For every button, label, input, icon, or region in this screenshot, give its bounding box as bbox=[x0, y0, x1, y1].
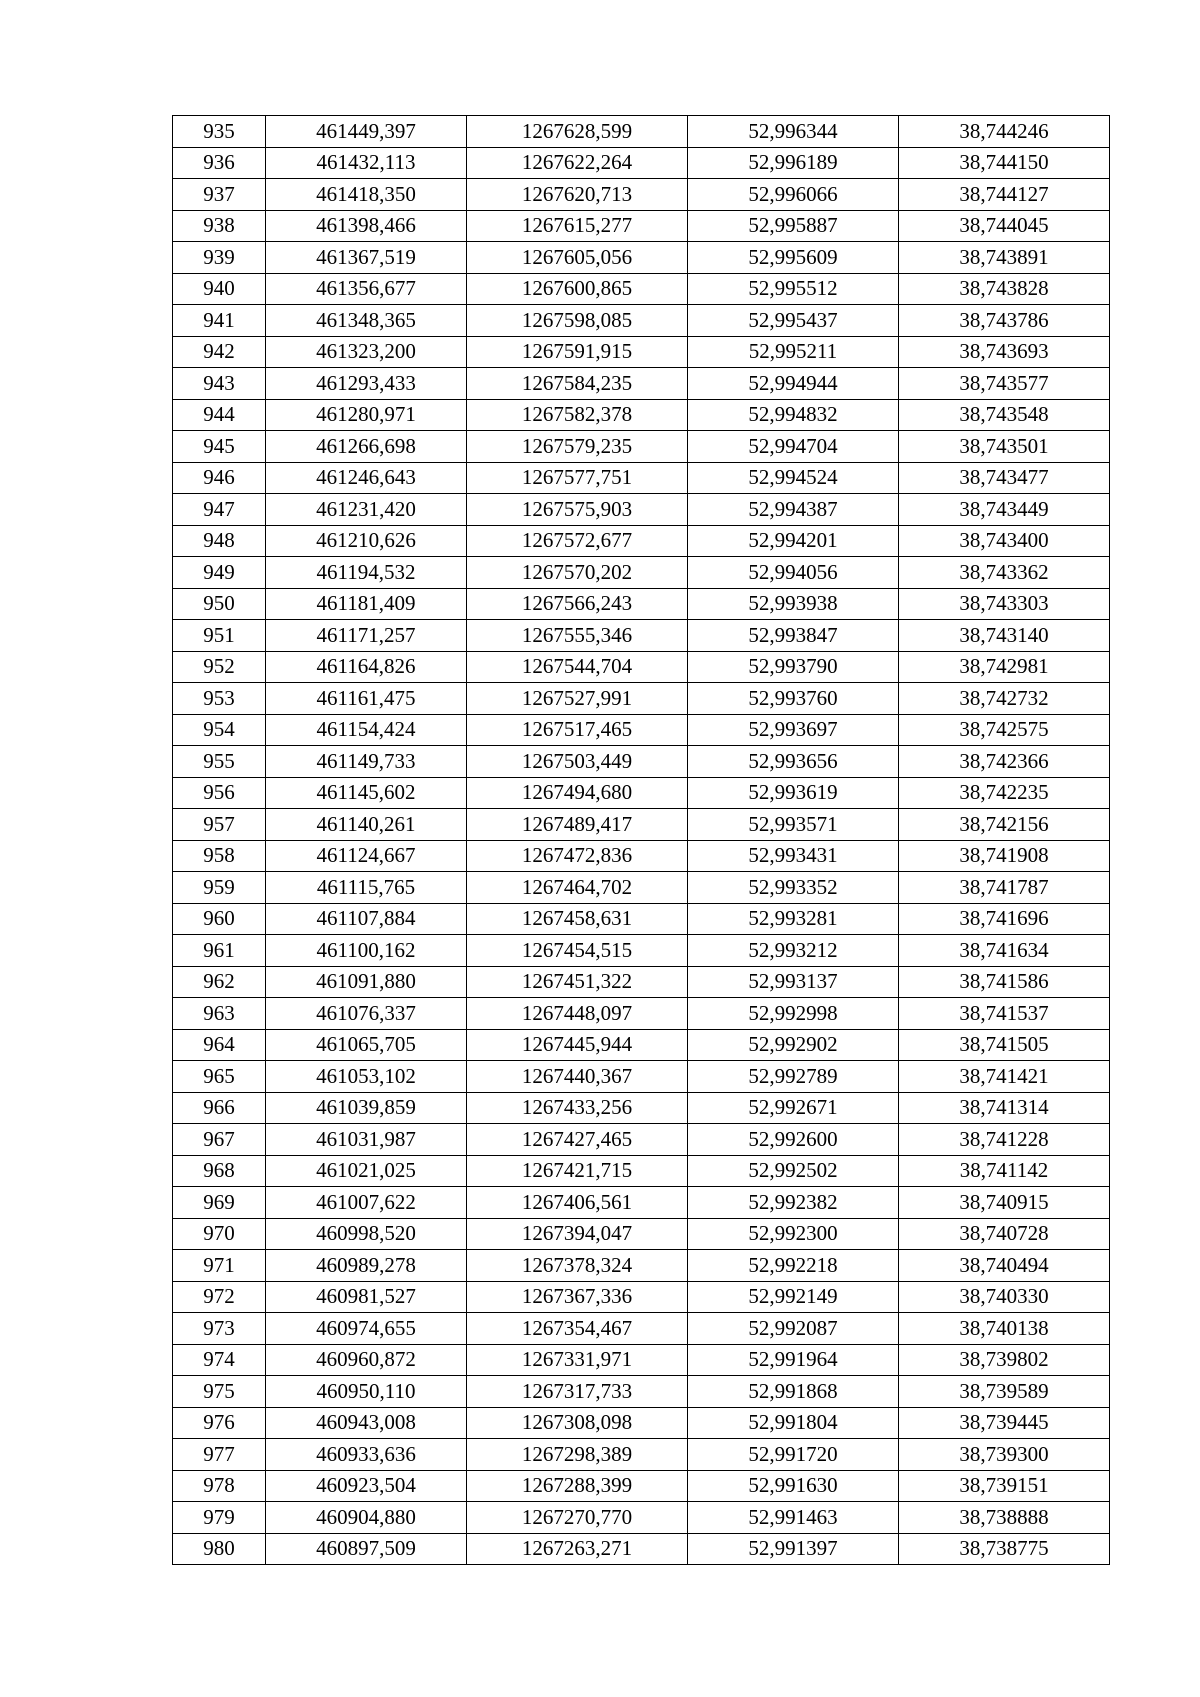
table-row bbox=[173, 714, 1110, 746]
latitude-cell: 52,993137 bbox=[688, 966, 899, 998]
point-number-cell: 953 bbox=[173, 683, 266, 715]
x-coordinate-cell: 461161,475 bbox=[266, 683, 467, 715]
longitude-cell: 38,744246 bbox=[899, 116, 1110, 148]
point-number-cell: 941 bbox=[173, 305, 266, 337]
y-coordinate-cell: 1267458,631 bbox=[467, 903, 688, 935]
table-row bbox=[173, 462, 1110, 494]
x-coordinate-cell: 461210,626 bbox=[266, 525, 467, 557]
point-number-cell: 947 bbox=[173, 494, 266, 526]
longitude-cell: 38,741314 bbox=[899, 1092, 1110, 1124]
point-number-cell: 956 bbox=[173, 777, 266, 809]
x-coordinate-cell: 461007,622 bbox=[266, 1187, 467, 1219]
longitude-cell: 38,741586 bbox=[899, 966, 1110, 998]
y-coordinate-cell: 1267503,449 bbox=[467, 746, 688, 778]
latitude-cell: 52,992087 bbox=[688, 1313, 899, 1345]
latitude-cell: 52,992671 bbox=[688, 1092, 899, 1124]
longitude-cell: 38,743449 bbox=[899, 494, 1110, 526]
table-row bbox=[173, 147, 1110, 179]
table-row bbox=[173, 1281, 1110, 1313]
point-number-cell: 959 bbox=[173, 872, 266, 904]
table-row bbox=[173, 399, 1110, 431]
longitude-cell: 38,741142 bbox=[899, 1155, 1110, 1187]
longitude-cell: 38,742732 bbox=[899, 683, 1110, 715]
table-row bbox=[173, 179, 1110, 211]
x-coordinate-cell: 461065,705 bbox=[266, 1029, 467, 1061]
table-row bbox=[173, 1470, 1110, 1502]
latitude-cell: 52,992502 bbox=[688, 1155, 899, 1187]
y-coordinate-cell: 1267378,324 bbox=[467, 1250, 688, 1282]
y-coordinate-cell: 1267427,465 bbox=[467, 1124, 688, 1156]
y-coordinate-cell: 1267494,680 bbox=[467, 777, 688, 809]
point-number-cell: 976 bbox=[173, 1407, 266, 1439]
longitude-cell: 38,743501 bbox=[899, 431, 1110, 463]
y-coordinate-cell: 1267566,243 bbox=[467, 588, 688, 620]
point-number-cell: 972 bbox=[173, 1281, 266, 1313]
table-row bbox=[173, 809, 1110, 841]
x-coordinate-cell: 461124,667 bbox=[266, 840, 467, 872]
y-coordinate-cell: 1267298,389 bbox=[467, 1439, 688, 1471]
y-coordinate-cell: 1267445,944 bbox=[467, 1029, 688, 1061]
longitude-cell: 38,743303 bbox=[899, 588, 1110, 620]
latitude-cell: 52,992218 bbox=[688, 1250, 899, 1282]
latitude-cell: 52,995512 bbox=[688, 273, 899, 305]
longitude-cell: 38,741505 bbox=[899, 1029, 1110, 1061]
y-coordinate-cell: 1267454,515 bbox=[467, 935, 688, 967]
latitude-cell: 52,992789 bbox=[688, 1061, 899, 1093]
x-coordinate-cell: 461181,409 bbox=[266, 588, 467, 620]
point-number-cell: 962 bbox=[173, 966, 266, 998]
latitude-cell: 52,991463 bbox=[688, 1502, 899, 1534]
point-number-cell: 977 bbox=[173, 1439, 266, 1471]
table-row bbox=[173, 651, 1110, 683]
latitude-cell: 52,992902 bbox=[688, 1029, 899, 1061]
longitude-cell: 38,743362 bbox=[899, 557, 1110, 589]
y-coordinate-cell: 1267620,713 bbox=[467, 179, 688, 211]
y-coordinate-cell: 1267472,836 bbox=[467, 840, 688, 872]
y-coordinate-cell: 1267354,467 bbox=[467, 1313, 688, 1345]
x-coordinate-cell: 461039,859 bbox=[266, 1092, 467, 1124]
y-coordinate-cell: 1267263,271 bbox=[467, 1533, 688, 1565]
x-coordinate-cell: 461149,733 bbox=[266, 746, 467, 778]
table-row bbox=[173, 210, 1110, 242]
longitude-cell: 38,743400 bbox=[899, 525, 1110, 557]
longitude-cell: 38,739445 bbox=[899, 1407, 1110, 1439]
latitude-cell: 52,996066 bbox=[688, 179, 899, 211]
y-coordinate-cell: 1267615,277 bbox=[467, 210, 688, 242]
x-coordinate-cell: 460960,872 bbox=[266, 1344, 467, 1376]
point-number-cell: 970 bbox=[173, 1218, 266, 1250]
table-row bbox=[173, 683, 1110, 715]
latitude-cell: 52,992382 bbox=[688, 1187, 899, 1219]
latitude-cell: 52,995211 bbox=[688, 336, 899, 368]
longitude-cell: 38,739802 bbox=[899, 1344, 1110, 1376]
x-coordinate-cell: 461053,102 bbox=[266, 1061, 467, 1093]
x-coordinate-cell: 461432,113 bbox=[266, 147, 467, 179]
y-coordinate-cell: 1267317,733 bbox=[467, 1376, 688, 1408]
y-coordinate-cell: 1267605,056 bbox=[467, 242, 688, 274]
table-row bbox=[173, 273, 1110, 305]
latitude-cell: 52,995887 bbox=[688, 210, 899, 242]
table-row bbox=[173, 966, 1110, 998]
longitude-cell: 38,743693 bbox=[899, 336, 1110, 368]
table-row bbox=[173, 431, 1110, 463]
longitude-cell: 38,740494 bbox=[899, 1250, 1110, 1282]
y-coordinate-cell: 1267582,378 bbox=[467, 399, 688, 431]
x-coordinate-cell: 460998,520 bbox=[266, 1218, 467, 1250]
point-number-cell: 946 bbox=[173, 462, 266, 494]
table-row bbox=[173, 872, 1110, 904]
longitude-cell: 38,742366 bbox=[899, 746, 1110, 778]
y-coordinate-cell: 1267598,085 bbox=[467, 305, 688, 337]
table-row bbox=[173, 305, 1110, 337]
latitude-cell: 52,991720 bbox=[688, 1439, 899, 1471]
x-coordinate-cell: 460897,509 bbox=[266, 1533, 467, 1565]
table-row bbox=[173, 1155, 1110, 1187]
latitude-cell: 52,992300 bbox=[688, 1218, 899, 1250]
table-row bbox=[173, 1376, 1110, 1408]
y-coordinate-cell: 1267577,751 bbox=[467, 462, 688, 494]
latitude-cell: 52,996344 bbox=[688, 116, 899, 148]
y-coordinate-cell: 1267570,202 bbox=[467, 557, 688, 589]
point-number-cell: 963 bbox=[173, 998, 266, 1030]
longitude-cell: 38,743786 bbox=[899, 305, 1110, 337]
longitude-cell: 38,740728 bbox=[899, 1218, 1110, 1250]
longitude-cell: 38,742235 bbox=[899, 777, 1110, 809]
x-coordinate-cell: 461356,677 bbox=[266, 273, 467, 305]
longitude-cell: 38,741228 bbox=[899, 1124, 1110, 1156]
x-coordinate-cell: 461231,420 bbox=[266, 494, 467, 526]
x-coordinate-cell: 461367,519 bbox=[266, 242, 467, 274]
point-number-cell: 938 bbox=[173, 210, 266, 242]
table-row bbox=[173, 1029, 1110, 1061]
y-coordinate-cell: 1267489,417 bbox=[467, 809, 688, 841]
x-coordinate-cell: 461449,397 bbox=[266, 116, 467, 148]
table-row bbox=[173, 1061, 1110, 1093]
x-coordinate-cell: 461418,350 bbox=[266, 179, 467, 211]
point-number-cell: 978 bbox=[173, 1470, 266, 1502]
longitude-cell: 38,739151 bbox=[899, 1470, 1110, 1502]
table-row bbox=[173, 620, 1110, 652]
longitude-cell: 38,744045 bbox=[899, 210, 1110, 242]
longitude-cell: 38,738888 bbox=[899, 1502, 1110, 1534]
longitude-cell: 38,744150 bbox=[899, 147, 1110, 179]
longitude-cell: 38,743140 bbox=[899, 620, 1110, 652]
x-coordinate-cell: 461154,424 bbox=[266, 714, 467, 746]
point-number-cell: 939 bbox=[173, 242, 266, 274]
y-coordinate-cell: 1267575,903 bbox=[467, 494, 688, 526]
longitude-cell: 38,739589 bbox=[899, 1376, 1110, 1408]
x-coordinate-cell: 460950,110 bbox=[266, 1376, 467, 1408]
y-coordinate-cell: 1267628,599 bbox=[467, 116, 688, 148]
point-number-cell: 965 bbox=[173, 1061, 266, 1093]
point-number-cell: 960 bbox=[173, 903, 266, 935]
table-row bbox=[173, 588, 1110, 620]
x-coordinate-cell: 460904,880 bbox=[266, 1502, 467, 1534]
latitude-cell: 52,994832 bbox=[688, 399, 899, 431]
latitude-cell: 52,991397 bbox=[688, 1533, 899, 1565]
x-coordinate-cell: 461348,365 bbox=[266, 305, 467, 337]
x-coordinate-cell: 461280,971 bbox=[266, 399, 467, 431]
longitude-cell: 38,744127 bbox=[899, 179, 1110, 211]
point-number-cell: 940 bbox=[173, 273, 266, 305]
latitude-cell: 52,993760 bbox=[688, 683, 899, 715]
x-coordinate-cell: 460989,278 bbox=[266, 1250, 467, 1282]
coordinates-table bbox=[172, 115, 1110, 1565]
x-coordinate-cell: 461145,602 bbox=[266, 777, 467, 809]
longitude-cell: 38,743828 bbox=[899, 273, 1110, 305]
y-coordinate-cell: 1267448,097 bbox=[467, 998, 688, 1030]
point-number-cell: 937 bbox=[173, 179, 266, 211]
y-coordinate-cell: 1267331,971 bbox=[467, 1344, 688, 1376]
point-number-cell: 957 bbox=[173, 809, 266, 841]
latitude-cell: 52,992600 bbox=[688, 1124, 899, 1156]
y-coordinate-cell: 1267270,770 bbox=[467, 1502, 688, 1534]
longitude-cell: 38,740138 bbox=[899, 1313, 1110, 1345]
table-row bbox=[173, 242, 1110, 274]
x-coordinate-cell: 460923,504 bbox=[266, 1470, 467, 1502]
longitude-cell: 38,740915 bbox=[899, 1187, 1110, 1219]
x-coordinate-cell: 461171,257 bbox=[266, 620, 467, 652]
table-row bbox=[173, 1250, 1110, 1282]
point-number-cell: 980 bbox=[173, 1533, 266, 1565]
y-coordinate-cell: 1267544,704 bbox=[467, 651, 688, 683]
longitude-cell: 38,742575 bbox=[899, 714, 1110, 746]
y-coordinate-cell: 1267527,991 bbox=[467, 683, 688, 715]
longitude-cell: 38,743577 bbox=[899, 368, 1110, 400]
coordinates-table-body bbox=[173, 116, 1110, 1565]
point-number-cell: 950 bbox=[173, 588, 266, 620]
y-coordinate-cell: 1267572,677 bbox=[467, 525, 688, 557]
latitude-cell: 52,993431 bbox=[688, 840, 899, 872]
x-coordinate-cell: 461323,200 bbox=[266, 336, 467, 368]
y-coordinate-cell: 1267622,264 bbox=[467, 147, 688, 179]
point-number-cell: 979 bbox=[173, 1502, 266, 1534]
x-coordinate-cell: 461194,532 bbox=[266, 557, 467, 589]
point-number-cell: 955 bbox=[173, 746, 266, 778]
latitude-cell: 52,991630 bbox=[688, 1470, 899, 1502]
y-coordinate-cell: 1267517,465 bbox=[467, 714, 688, 746]
point-number-cell: 935 bbox=[173, 116, 266, 148]
table-row bbox=[173, 1407, 1110, 1439]
table-row bbox=[173, 935, 1110, 967]
table-row bbox=[173, 1092, 1110, 1124]
latitude-cell: 52,994944 bbox=[688, 368, 899, 400]
x-coordinate-cell: 461246,643 bbox=[266, 462, 467, 494]
point-number-cell: 945 bbox=[173, 431, 266, 463]
latitude-cell: 52,993790 bbox=[688, 651, 899, 683]
y-coordinate-cell: 1267406,561 bbox=[467, 1187, 688, 1219]
point-number-cell: 966 bbox=[173, 1092, 266, 1124]
x-coordinate-cell: 461293,433 bbox=[266, 368, 467, 400]
y-coordinate-cell: 1267288,399 bbox=[467, 1470, 688, 1502]
point-number-cell: 942 bbox=[173, 336, 266, 368]
table-row bbox=[173, 368, 1110, 400]
latitude-cell: 52,991868 bbox=[688, 1376, 899, 1408]
y-coordinate-cell: 1267433,256 bbox=[467, 1092, 688, 1124]
latitude-cell: 52,992149 bbox=[688, 1281, 899, 1313]
point-number-cell: 968 bbox=[173, 1155, 266, 1187]
table-row bbox=[173, 116, 1110, 148]
point-number-cell: 961 bbox=[173, 935, 266, 967]
table-row bbox=[173, 840, 1110, 872]
latitude-cell: 52,993847 bbox=[688, 620, 899, 652]
table-row bbox=[173, 1344, 1110, 1376]
y-coordinate-cell: 1267440,367 bbox=[467, 1061, 688, 1093]
point-number-cell: 936 bbox=[173, 147, 266, 179]
latitude-cell: 52,994704 bbox=[688, 431, 899, 463]
x-coordinate-cell: 461140,261 bbox=[266, 809, 467, 841]
latitude-cell: 52,992998 bbox=[688, 998, 899, 1030]
x-coordinate-cell: 460981,527 bbox=[266, 1281, 467, 1313]
x-coordinate-cell: 460943,008 bbox=[266, 1407, 467, 1439]
longitude-cell: 38,741908 bbox=[899, 840, 1110, 872]
latitude-cell: 52,993619 bbox=[688, 777, 899, 809]
table-row bbox=[173, 1124, 1110, 1156]
table-row bbox=[173, 1502, 1110, 1534]
y-coordinate-cell: 1267367,336 bbox=[467, 1281, 688, 1313]
point-number-cell: 952 bbox=[173, 651, 266, 683]
latitude-cell: 52,993571 bbox=[688, 809, 899, 841]
y-coordinate-cell: 1267394,047 bbox=[467, 1218, 688, 1250]
y-coordinate-cell: 1267464,702 bbox=[467, 872, 688, 904]
latitude-cell: 52,996189 bbox=[688, 147, 899, 179]
latitude-cell: 52,995609 bbox=[688, 242, 899, 274]
latitude-cell: 52,994201 bbox=[688, 525, 899, 557]
latitude-cell: 52,994387 bbox=[688, 494, 899, 526]
longitude-cell: 38,742156 bbox=[899, 809, 1110, 841]
y-coordinate-cell: 1267600,865 bbox=[467, 273, 688, 305]
point-number-cell: 971 bbox=[173, 1250, 266, 1282]
y-coordinate-cell: 1267421,715 bbox=[467, 1155, 688, 1187]
x-coordinate-cell: 461031,987 bbox=[266, 1124, 467, 1156]
latitude-cell: 52,991964 bbox=[688, 1344, 899, 1376]
latitude-cell: 52,991804 bbox=[688, 1407, 899, 1439]
longitude-cell: 38,741421 bbox=[899, 1061, 1110, 1093]
point-number-cell: 954 bbox=[173, 714, 266, 746]
latitude-cell: 52,993656 bbox=[688, 746, 899, 778]
x-coordinate-cell: 461266,698 bbox=[266, 431, 467, 463]
latitude-cell: 52,993281 bbox=[688, 903, 899, 935]
x-coordinate-cell: 461398,466 bbox=[266, 210, 467, 242]
point-number-cell: 951 bbox=[173, 620, 266, 652]
latitude-cell: 52,993352 bbox=[688, 872, 899, 904]
point-number-cell: 964 bbox=[173, 1029, 266, 1061]
longitude-cell: 38,739300 bbox=[899, 1439, 1110, 1471]
x-coordinate-cell: 461107,884 bbox=[266, 903, 467, 935]
latitude-cell: 52,994056 bbox=[688, 557, 899, 589]
x-coordinate-cell: 461164,826 bbox=[266, 651, 467, 683]
point-number-cell: 949 bbox=[173, 557, 266, 589]
x-coordinate-cell: 461115,765 bbox=[266, 872, 467, 904]
y-coordinate-cell: 1267451,322 bbox=[467, 966, 688, 998]
table-row bbox=[173, 557, 1110, 589]
point-number-cell: 967 bbox=[173, 1124, 266, 1156]
y-coordinate-cell: 1267584,235 bbox=[467, 368, 688, 400]
table-row bbox=[173, 1313, 1110, 1345]
table-row bbox=[173, 1187, 1110, 1219]
table-row bbox=[173, 1218, 1110, 1250]
longitude-cell: 38,743891 bbox=[899, 242, 1110, 274]
longitude-cell: 38,743548 bbox=[899, 399, 1110, 431]
table-row bbox=[173, 746, 1110, 778]
latitude-cell: 52,994524 bbox=[688, 462, 899, 494]
longitude-cell: 38,741634 bbox=[899, 935, 1110, 967]
table-row bbox=[173, 494, 1110, 526]
table-row bbox=[173, 1533, 1110, 1565]
x-coordinate-cell: 461021,025 bbox=[266, 1155, 467, 1187]
longitude-cell: 38,741696 bbox=[899, 903, 1110, 935]
longitude-cell: 38,741537 bbox=[899, 998, 1110, 1030]
point-number-cell: 958 bbox=[173, 840, 266, 872]
point-number-cell: 974 bbox=[173, 1344, 266, 1376]
longitude-cell: 38,740330 bbox=[899, 1281, 1110, 1313]
point-number-cell: 943 bbox=[173, 368, 266, 400]
table-row bbox=[173, 525, 1110, 557]
longitude-cell: 38,742981 bbox=[899, 651, 1110, 683]
x-coordinate-cell: 460933,636 bbox=[266, 1439, 467, 1471]
longitude-cell: 38,743477 bbox=[899, 462, 1110, 494]
latitude-cell: 52,993697 bbox=[688, 714, 899, 746]
latitude-cell: 52,993938 bbox=[688, 588, 899, 620]
point-number-cell: 973 bbox=[173, 1313, 266, 1345]
longitude-cell: 38,741787 bbox=[899, 872, 1110, 904]
longitude-cell: 38,738775 bbox=[899, 1533, 1110, 1565]
latitude-cell: 52,993212 bbox=[688, 935, 899, 967]
y-coordinate-cell: 1267579,235 bbox=[467, 431, 688, 463]
x-coordinate-cell: 461076,337 bbox=[266, 998, 467, 1030]
table-row bbox=[173, 998, 1110, 1030]
x-coordinate-cell: 461091,880 bbox=[266, 966, 467, 998]
x-coordinate-cell: 460974,655 bbox=[266, 1313, 467, 1345]
x-coordinate-cell: 461100,162 bbox=[266, 935, 467, 967]
y-coordinate-cell: 1267555,346 bbox=[467, 620, 688, 652]
point-number-cell: 948 bbox=[173, 525, 266, 557]
table-row bbox=[173, 1439, 1110, 1471]
table-row bbox=[173, 777, 1110, 809]
y-coordinate-cell: 1267591,915 bbox=[467, 336, 688, 368]
table-row bbox=[173, 336, 1110, 368]
point-number-cell: 969 bbox=[173, 1187, 266, 1219]
point-number-cell: 975 bbox=[173, 1376, 266, 1408]
table-row bbox=[173, 903, 1110, 935]
point-number-cell: 944 bbox=[173, 399, 266, 431]
latitude-cell: 52,995437 bbox=[688, 305, 899, 337]
y-coordinate-cell: 1267308,098 bbox=[467, 1407, 688, 1439]
